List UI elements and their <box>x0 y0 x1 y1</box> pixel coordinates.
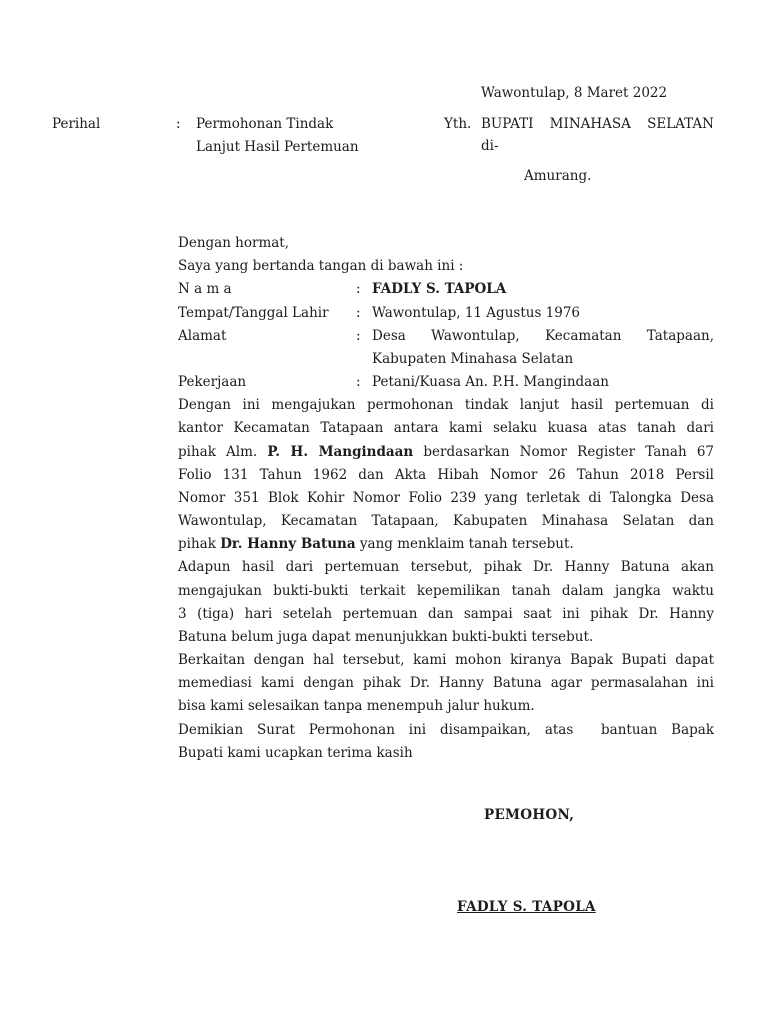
subject-text <box>196 113 359 158</box>
paragraph-line: 3 (tiga) hari setelah pertemuan dan sampai saat ini pihak Dr. Hanny <box>178 605 714 622</box>
identity-label: Alamat <box>178 327 227 344</box>
date-line: Wawontulap, 8 Maret 2022 <box>481 85 668 101</box>
recipient-prefix: Yth. <box>444 116 472 132</box>
identity-value: Kabupaten Minahasa Selatan <box>372 350 574 367</box>
identity-label: Tempat/Tanggal Lahir <box>178 304 329 321</box>
paragraph-line: Dengan ini mengajukan permohonan tindak lanjut hasil pertemuan di <box>178 397 714 414</box>
bold-name: P. H. Mangindaan <box>267 443 414 460</box>
identity-row-occupation <box>178 371 714 394</box>
paragraph-line: Adapun hasil dari pertemuan tersebut, pihak Dr. Hanny Batuna akan <box>178 559 714 576</box>
letter-body <box>178 232 714 765</box>
paragraph-line: Bupati kami ucapkan terima kasih <box>178 744 413 761</box>
identity-label: N a m a <box>178 281 232 298</box>
paragraph-request <box>178 394 714 556</box>
identity-row-birth <box>178 302 714 325</box>
bold-name: Dr. Hanny Batuna <box>220 536 356 553</box>
identity-colon: : <box>356 374 361 391</box>
subject-colon: : <box>176 116 181 132</box>
recipient-at: di- <box>481 138 499 154</box>
subject-line: Permohonan Tindak <box>196 116 334 132</box>
paragraph-line <box>178 441 714 464</box>
paragraph-line: Batuna belum juga dapat menunjukkan bukti-bukti tersebut. <box>178 628 594 645</box>
paragraph-closing <box>178 719 714 765</box>
identity-row-address <box>178 325 714 348</box>
paragraph-line: memediasi kami dengan pihak Dr. Hanny Batuna agar permasalahan ini <box>178 675 714 692</box>
text-segment: pihak Alm. <box>178 443 268 460</box>
identity-label: Pekerjaan <box>178 374 247 391</box>
paragraph-line: mengajukan bukti-bukti terkait kepemilikan tanah dalam jangka waktu <box>178 582 714 599</box>
identity-value: Petani/Kuasa An. P.H. Mangindaan <box>372 374 609 391</box>
recipient-name: BUPATI MINAHASA SELATAN <box>481 116 714 132</box>
paragraph-line <box>178 533 714 556</box>
subject-line: Lanjut Hasil Pertemuan <box>196 138 359 155</box>
paragraph-line: Berkaitan dengan hal tersebut, kami mohon kiranya Bapak Bupati dapat <box>178 652 714 669</box>
text-segment: yang menklaim tanah tersebut. <box>355 536 574 553</box>
identity-colon: : <box>356 304 361 321</box>
text-segment: berdasarkan Nomor Register Tanah 67 <box>413 443 715 460</box>
signature-name: FADLY S. TAPOLA <box>457 899 596 915</box>
paragraph-result <box>178 556 714 649</box>
greeting: Dengan hormat, <box>178 235 290 251</box>
paragraph-line: Demikian Surat Permohonan ini disampaikan, atas bantuan Bapak <box>178 721 714 738</box>
identity-label-empty <box>178 348 356 371</box>
identity-value: Desa Wawontulap, Kecamatan Tatapaan, <box>372 327 714 344</box>
identity-row-address-cont <box>178 348 714 371</box>
paragraph-mediation <box>178 649 714 719</box>
identity-value: FADLY S. TAPOLA <box>372 281 507 298</box>
identity-colon: : <box>356 281 361 298</box>
identity-colon: : <box>356 327 361 344</box>
paragraph-line: Nomor 351 Blok Kohir Nomor Folio 239 yang terletak di Talongka Desa <box>178 489 714 506</box>
paragraph-line: bisa kami selesaikan tanpa menempuh jalur hukum. <box>178 698 535 715</box>
subject-label: Perihal <box>52 116 101 132</box>
identity-colon-empty <box>356 348 372 371</box>
paragraph-line: Wawontulap, Kecamatan Tatapaan, Kabupaten Minahasa Selatan dan <box>178 513 714 530</box>
text-segment: pihak <box>178 536 221 553</box>
signature-title: PEMOHON, <box>484 807 575 823</box>
identity-value: Wawontulap, 11 Agustus 1976 <box>372 304 581 321</box>
intro-line: Saya yang bertanda tangan di bawah ini : <box>178 258 464 275</box>
paragraph-line: Folio 131 Tahun 1962 dan Akta Hibah Nomor 26 Tahun 2018 Persil <box>178 466 714 483</box>
paragraph-line: kantor Kecamatan Tatapaan antara kami selaku kuasa atas tanah dari <box>178 420 714 437</box>
recipient-place: Amurang. <box>524 168 592 184</box>
identity-row-name <box>178 278 714 301</box>
